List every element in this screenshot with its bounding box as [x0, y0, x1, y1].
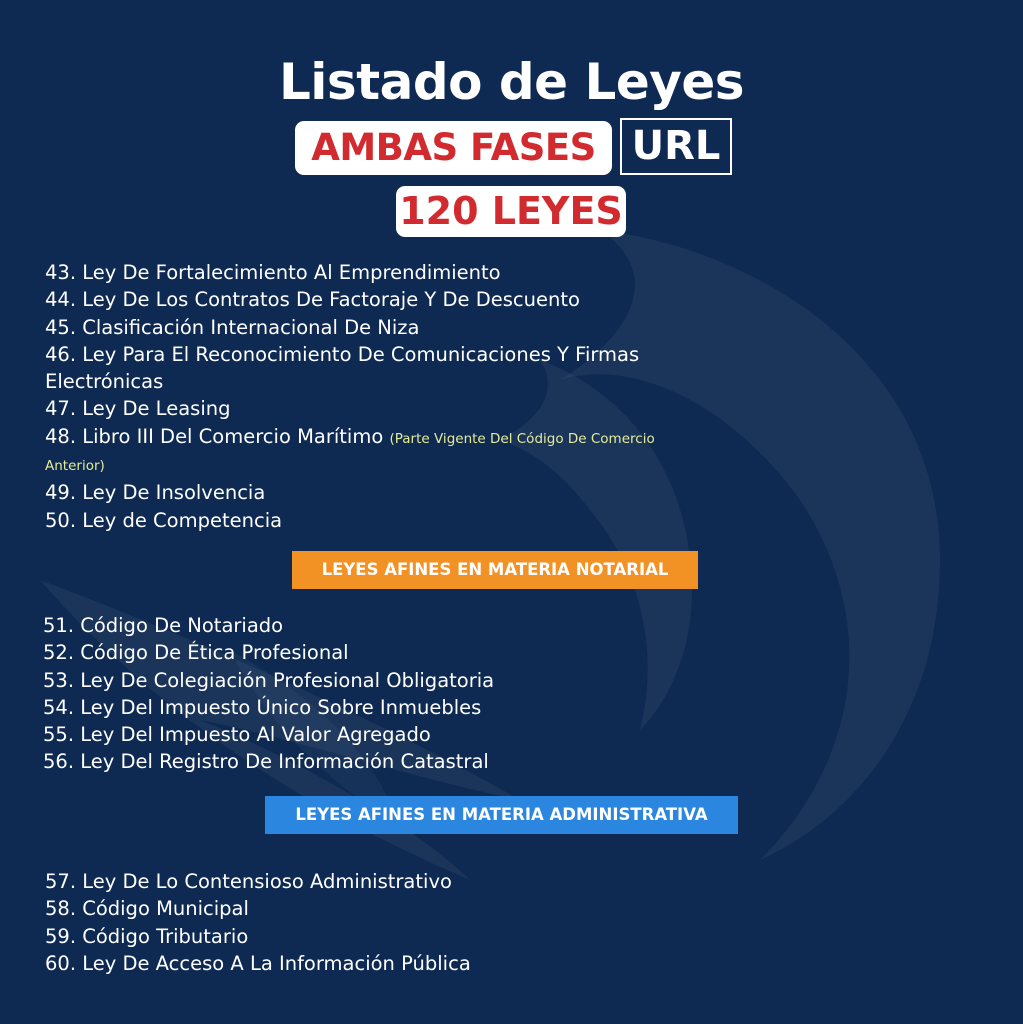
item-number: 47. [45, 397, 77, 421]
list-item [45, 341, 685, 396]
phases-badge: AMBAS FASES [295, 121, 612, 175]
item-number: 60. [45, 951, 77, 975]
item-number: 52. [43, 641, 75, 665]
item-number: 55. [43, 723, 75, 747]
law-list-administrativa [45, 868, 471, 977]
item-number: 50. [45, 508, 77, 532]
list-item [43, 612, 494, 639]
list-item [45, 286, 685, 313]
item-number: 44. [45, 288, 77, 312]
item-number: 46. [45, 342, 77, 366]
item-number: 49. [45, 481, 77, 505]
item-text: Ley De Colegiación Profesional Obligatoria [80, 668, 495, 692]
law-list-main [45, 259, 685, 534]
item-number: 56. [43, 750, 75, 774]
item-text: Clasificación Internacional De Niza [82, 315, 420, 339]
item-number: 58. [45, 897, 77, 921]
item-number: 45. [45, 315, 77, 339]
list-item [43, 639, 494, 666]
list-item [43, 721, 494, 748]
item-note: (Parte Vigente Del Código De Comercio Anterior) [45, 430, 655, 475]
item-text: Código Municipal [82, 897, 249, 921]
item-text: Ley Del Impuesto Único Sobre Inmuebles [80, 695, 482, 719]
list-item [45, 395, 685, 422]
item-text: Ley De Fortalecimiento Al Emprendimiento [82, 261, 501, 284]
item-text: Ley De Leasing [82, 397, 231, 421]
item-text: Ley Del Registro De Información Catastral [80, 750, 489, 774]
list-item [45, 479, 685, 506]
section-header-administrativa: LEYES AFINES EN MATERIA ADMINISTRATIVA [265, 796, 738, 834]
item-number: 51. [43, 614, 75, 637]
url-badge: URL [620, 118, 732, 175]
list-item [45, 507, 685, 534]
item-text: Ley Para El Reconocimiento De Comunicaciones Y Firmas Electrónicas [45, 342, 640, 394]
count-badge: 120 LEYES [396, 186, 626, 237]
item-text: Ley De Insolvencia [82, 481, 266, 505]
item-text: Código De Notariado [80, 614, 284, 637]
list-item [43, 667, 494, 694]
item-text: Libro III Del Comercio Marítimo [82, 424, 384, 448]
list-item [45, 895, 471, 922]
item-text: Ley De Lo Contensioso Administrativo [82, 870, 452, 893]
item-number: 48. [45, 424, 77, 448]
item-text: Ley de Competencia [82, 508, 283, 532]
item-number: 53. [43, 668, 75, 692]
item-number: 59. [45, 924, 77, 948]
list-item [45, 868, 471, 895]
list-item [45, 259, 685, 286]
section-header-notarial: LEYES AFINES EN MATERIA NOTARIAL [292, 551, 698, 589]
item-number: 54. [43, 695, 75, 719]
item-text: Ley Del Impuesto Al Valor Agregado [80, 723, 431, 747]
list-item [45, 314, 685, 341]
item-text: Código De Ética Profesional [80, 641, 349, 665]
list-item [45, 923, 471, 950]
page-title: Listado de Leyes [278, 53, 745, 111]
item-number: 43. [45, 261, 77, 284]
list-item [43, 694, 494, 721]
list-item [45, 950, 471, 977]
list-item [45, 423, 685, 478]
item-text: Ley De Acceso A La Información Pública [82, 951, 471, 975]
law-list-notarial [43, 612, 494, 776]
item-number: 57. [45, 870, 77, 893]
item-text: Ley De Los Contratos De Factoraje Y De Descuento [82, 288, 580, 312]
item-text: Código Tributario [82, 924, 249, 948]
list-item [43, 748, 494, 775]
